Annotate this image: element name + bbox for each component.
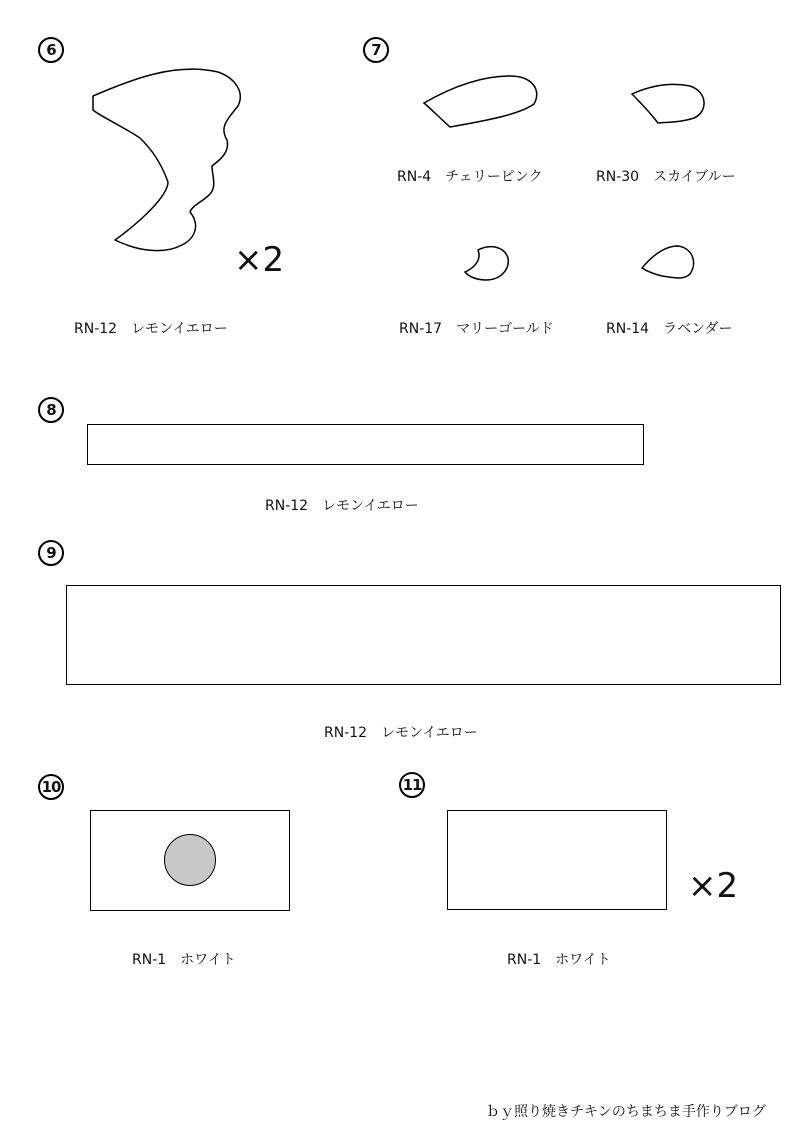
color-label-11: RN-1 ホワイト: [507, 952, 611, 968]
section-number-9: 9: [38, 540, 64, 566]
petal-marigold: [465, 247, 508, 280]
section-number-11: 11: [399, 772, 425, 798]
section-number-6: 6: [38, 37, 64, 63]
section-number-7: 7: [363, 37, 389, 63]
circle-hole-10: [164, 834, 216, 886]
section-number-10: 10: [38, 774, 64, 800]
band-rectangle-9: [66, 585, 781, 685]
color-label-9: RN-12 レモンイエロー: [324, 725, 478, 741]
multiplier-11: ×2: [688, 866, 739, 906]
color-label-7-cherry-pink: RN-4 チェリーピンク: [397, 169, 543, 185]
color-label-7-sky-blue: RN-30 スカイブルー: [596, 169, 736, 185]
color-label-10: RN-1 ホワイト: [132, 952, 236, 968]
color-label-7-marigold: RN-17 マリーゴールド: [399, 321, 554, 337]
section-number-8: 8: [38, 397, 64, 423]
color-label-8: RN-12 レモンイエロー: [265, 498, 419, 514]
strip-rectangle-8: [87, 424, 644, 465]
petal-sky-blue: [632, 84, 704, 123]
color-label-7-lavender: RN-14 ラベンダー: [606, 321, 733, 337]
panel-rectangle-11: [447, 810, 667, 910]
footer-credit: ｂｙ照り焼きチキンのちまちま手作りブログ: [486, 1104, 766, 1120]
petal-cherry-pink: [424, 76, 537, 127]
multiplier-6: ×2: [234, 240, 285, 280]
petal-lavender: [642, 246, 694, 278]
color-label-6: RN-12 レモンイエロー: [74, 321, 228, 337]
